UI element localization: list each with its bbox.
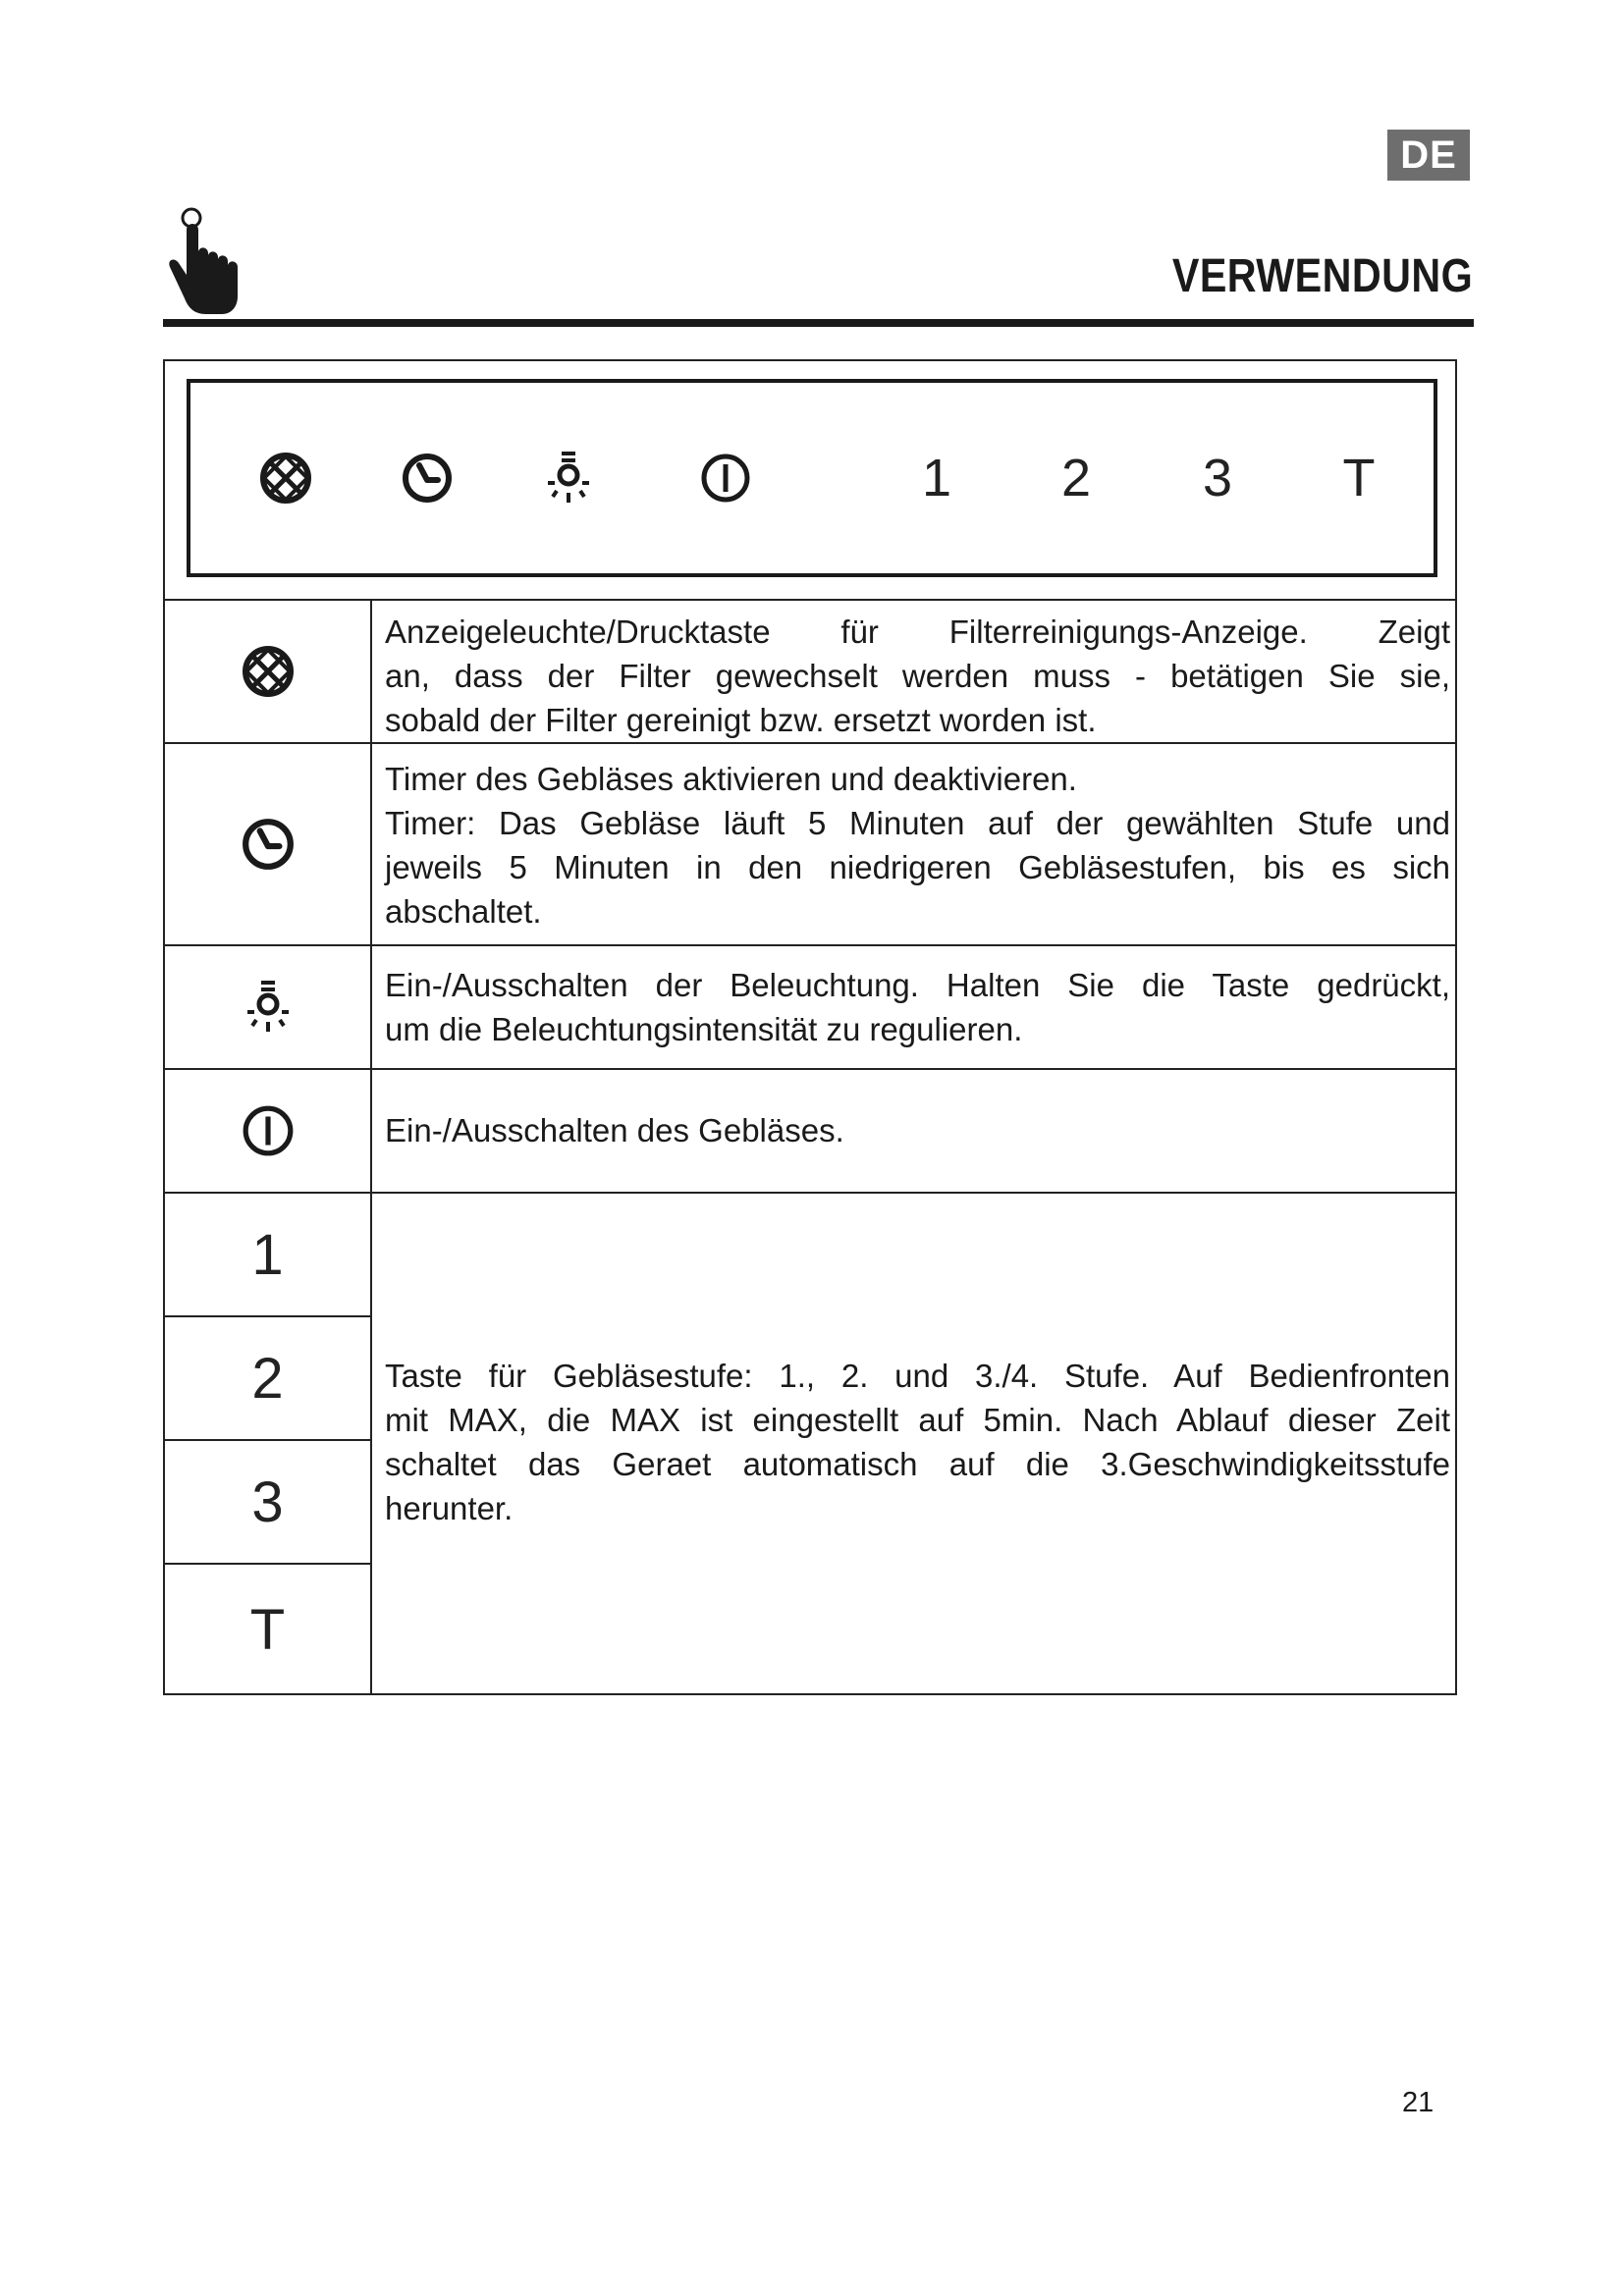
timer-clock-icon bbox=[241, 817, 296, 872]
panel-t-button[interactable]: T bbox=[1342, 449, 1376, 507]
light-bulb-icon bbox=[244, 979, 293, 1036]
power-description: Ein-/Ausschalten des Gebläses. bbox=[385, 1112, 844, 1148]
page-number: 21 bbox=[1402, 2087, 1435, 2118]
filter-symbol-cell bbox=[165, 601, 370, 742]
column-divider bbox=[370, 601, 372, 1695]
timer-symbol-cell bbox=[165, 744, 370, 944]
timer-clock-icon bbox=[401, 452, 454, 505]
power-icon bbox=[241, 1103, 296, 1158]
panel-speed-1-button[interactable]: 1 bbox=[921, 449, 952, 507]
speed-2-symbol-cell: 2 bbox=[251, 1346, 284, 1411]
panel-light-button[interactable] bbox=[524, 383, 613, 573]
speed-t-symbol-cell: T bbox=[249, 1597, 286, 1662]
light-symbol-cell bbox=[165, 946, 370, 1068]
filter-grid-icon bbox=[241, 644, 296, 699]
speed-1-symbol-cell: 1 bbox=[251, 1222, 284, 1287]
filter-description: Anzeigeleuchte/Drucktaste für Filterreinigungs-Anzeige. Zeigt an, dass der Filter gewechselt werden muss - betätigen Sie sie, sobald der Filter gereinigt bzw. ersetzt worden ist. bbox=[385, 614, 1450, 738]
light-description: Ein-/Ausschalten der Beleuchtung. Halten Sie die Taste gedrückt, um die Beleuchtungsintensität zu regulieren. bbox=[385, 967, 1450, 1047]
pointing-hand-icon bbox=[165, 206, 242, 316]
panel-timer-button[interactable] bbox=[383, 383, 471, 573]
panel-filter-button[interactable] bbox=[242, 383, 330, 573]
light-bulb-icon bbox=[544, 450, 593, 507]
speed-3-symbol-cell: 3 bbox=[251, 1469, 284, 1534]
panel-power-button[interactable] bbox=[681, 383, 770, 573]
section-title: VERWENDUNG bbox=[1171, 250, 1473, 302]
language-badge: DE bbox=[1387, 130, 1470, 181]
power-icon bbox=[699, 452, 752, 505]
speed-description: Taste für Gebläsestufe: 1., 2. und 3./4. Stufe. Auf Bedienfronten mit MAX, die MAX ist eingestellt auf 5min. Nach Ablauf dieser Zeit schaltet das Geraet automatisch auf die 3.Geschwindigkeitsstufe herunter. bbox=[385, 1358, 1450, 1526]
timer-description: Timer des Gebläses aktivieren und deaktivieren. Timer: Das Gebläse läuft 5 Minuten auf der gewählten Stufe und jeweils 5 Minuten in den niedrigeren Gebläsestufen, bis es sich abschaltet. bbox=[385, 761, 1450, 930]
power-symbol-cell bbox=[165, 1070, 370, 1192]
panel-speed-2-button[interactable]: 2 bbox=[1060, 449, 1092, 507]
panel-speed-3-button[interactable]: 3 bbox=[1202, 449, 1233, 507]
title-rule bbox=[163, 319, 1474, 327]
filter-grid-icon bbox=[258, 451, 313, 506]
controls-table bbox=[163, 359, 1457, 1695]
control-panel bbox=[187, 379, 1437, 577]
